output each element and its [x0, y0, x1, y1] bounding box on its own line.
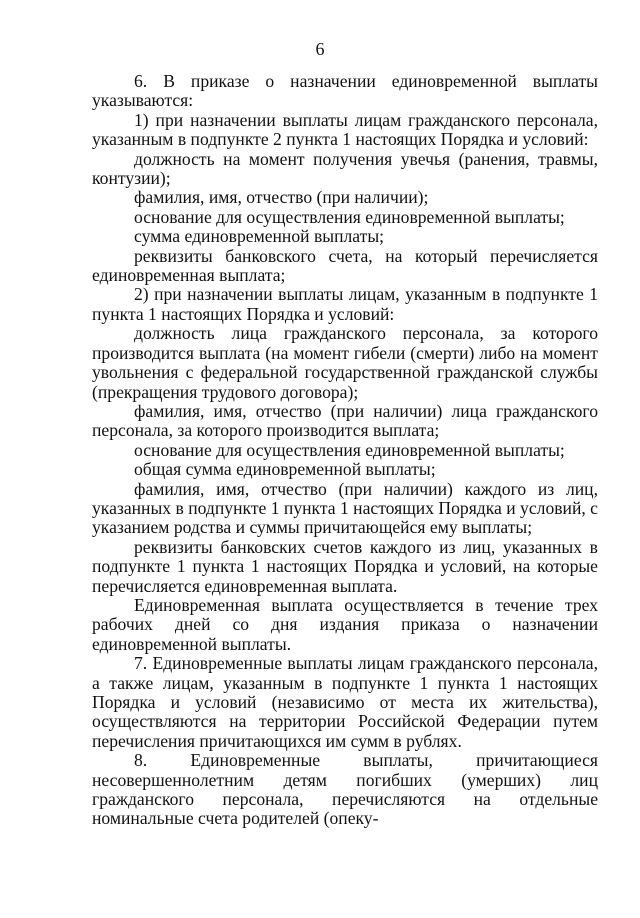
- paragraph-8: 8. Единовременные выплаты, причитающиеся несовершеннолетним детям погибших (умерших) лиц гражданского персонала, перечисляются на отдельные номинальные счета родителей (опеку-: [92, 750, 598, 829]
- subitem-1-intro: 1) при назначении выплаты лицам гражданского персонала, указанным в подпункте 2 пункта 1 настоящих Порядка и условий:: [92, 109, 598, 150]
- list-item-recipients-bank: реквизиты банковских счетов каждого из лиц, указанных в подпункте 1 пункта 1 настоящих Порядка и условий, на которые перечисляется единовременная выплата.: [92, 536, 598, 596]
- paragraph-6-intro: 6. В приказе о назначении единовременной выплаты указываются:: [92, 71, 598, 111]
- list-item-basis-2: основание для осуществления единовременной выплаты;: [134, 439, 565, 460]
- list-item-recipients: фамилия, имя, отчество (при наличии) каждого из лиц, указанных в подпункте 1 пункта 1 настоящих Порядка и условий, с указанием родства и суммы причитающейся ему выплаты;: [92, 478, 598, 538]
- list-item-basis: основание для осуществления единовременной выплаты;: [134, 206, 565, 227]
- list-item-deceased-position: должность лица гражданского персонала, за которого производится выплата (на момент гибели (смерти) либо на момент увольнения с федеральной государственной гражданской службы (прекращения трудового договора);: [92, 323, 598, 402]
- list-item-deceased-name: фамилия, имя, отчество (при наличии) лица гражданского персонала, за которого производится выплата;: [92, 400, 598, 441]
- payment-timing-paragraph: Единовременная выплата осуществляется в течение трех рабочих дней со дня издания приказа о назначении единовременной выплаты.: [92, 594, 598, 654]
- list-item-sum: сумма единовременной выплаты;: [134, 226, 385, 247]
- list-item-bank-details: реквизиты банковского счета, на который перечисляется единовременная выплата;: [92, 245, 598, 286]
- list-item-full-name: фамилия, имя, отчество (при наличии);: [134, 187, 429, 208]
- subitem-2-intro: 2) при назначении выплаты лицам, указанным в подпункте 1 пункта 1 настоящих Порядка и условий:: [92, 284, 598, 324]
- list-item-position: должность на момент получения увечья (ранения, травмы, контузии);: [92, 148, 598, 189]
- document-body: [92, 72, 598, 829]
- list-item-total-sum: общая сумма единовременной выплаты;: [134, 459, 436, 480]
- page-number: 6: [315, 39, 325, 59]
- paragraph-7: 7. Единовременные выплаты лицам гражданского персонала, а также лицам, указанным в подпункте 1 пункта 1 настоящих Порядка и условий (независимо от места их жительства), осуществляются на территории Российской Федерации путем перечисления причитающихся им сумм в рублях.: [92, 653, 598, 751]
